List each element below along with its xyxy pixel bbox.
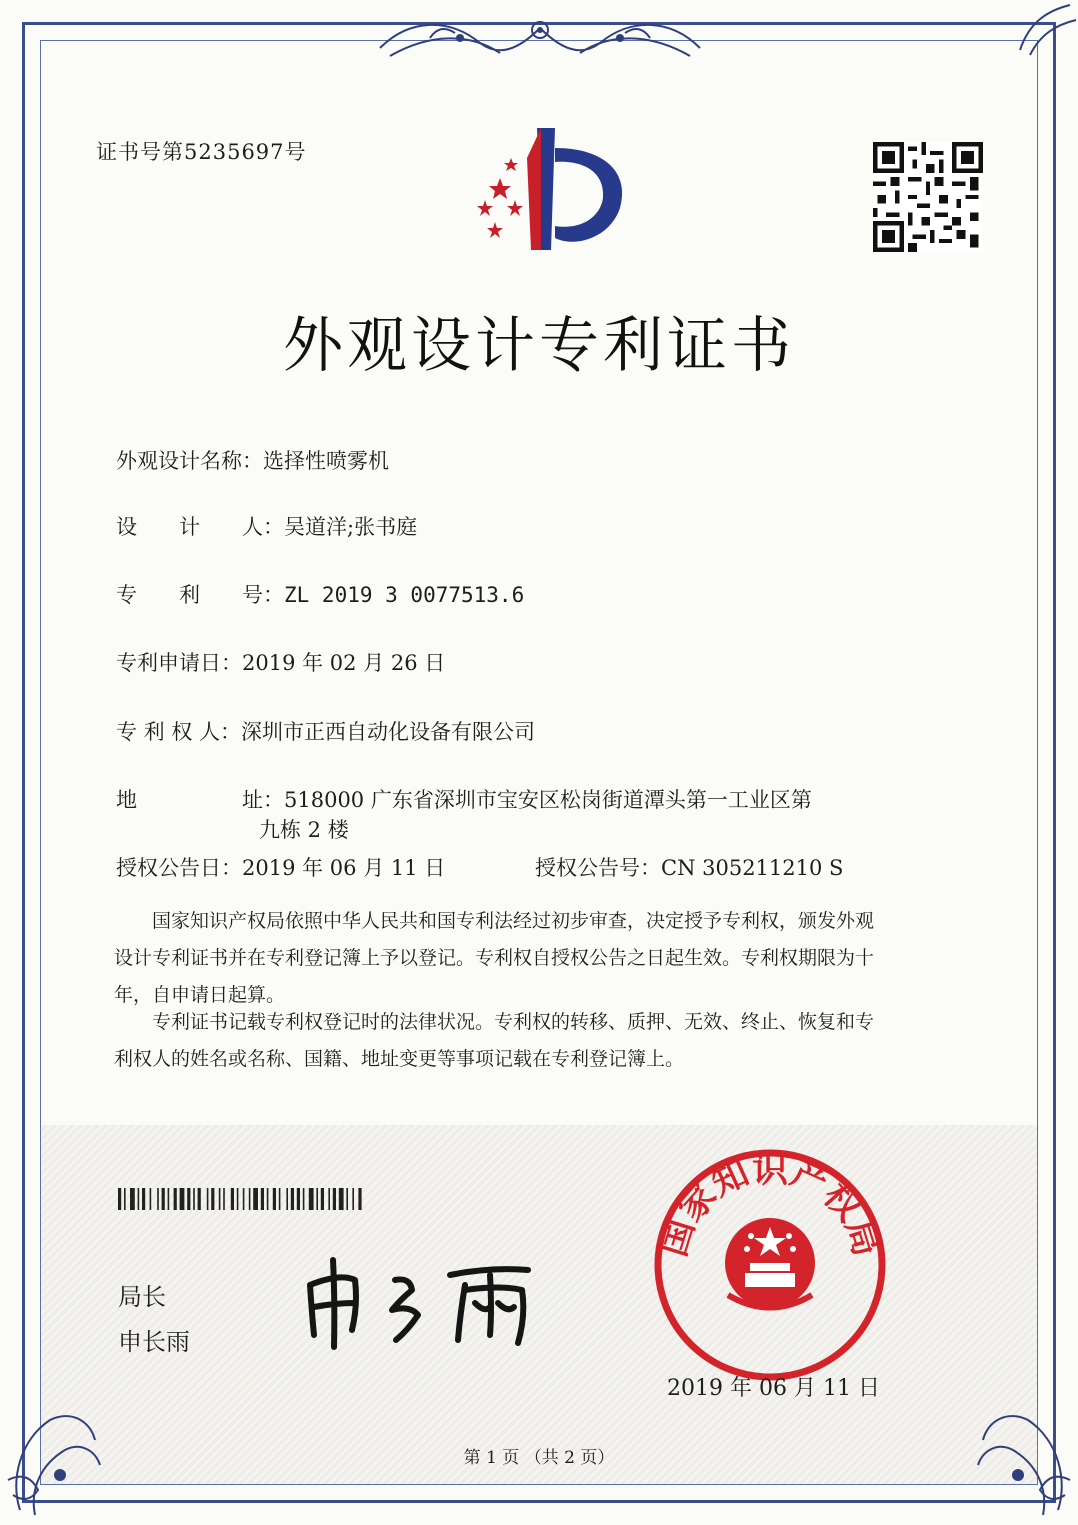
paragraph-2: [114, 1004, 964, 1078]
grant-no-label: 授权公告号：: [535, 856, 661, 880]
signatory-name: 申长雨: [118, 1328, 190, 1356]
field-patent-no: [116, 580, 524, 610]
certificate-number: 证书号第5235697号: [96, 140, 307, 164]
qr-code: [873, 142, 983, 252]
address-label: 地 址：: [116, 788, 284, 812]
handwritten-signature: [300, 1255, 545, 1350]
designer-label: 设 计 人：: [116, 515, 284, 539]
patent-no-value: ZL 2019 3 0077513.6: [284, 583, 525, 607]
corner-ornament-top-right: [1010, 0, 1078, 60]
field-design-name: [116, 446, 389, 476]
patentee-value: 深圳市正西自动化设备有限公司: [241, 720, 536, 744]
paragraph-line: 设计专利证书并在专利登记簿上予以登记。专利权自授权公告之日起生效。专利权期限为十: [114, 947, 875, 969]
paragraph-line: 年，自申请日起算。: [114, 984, 286, 1006]
barcode: [118, 1188, 403, 1210]
field-grant-no: [535, 853, 843, 883]
design-name-value: 选择性喷雾机: [263, 449, 389, 473]
paragraph-1: [114, 903, 964, 1014]
top-ornament: [370, 8, 710, 70]
official-seal: [650, 1145, 890, 1385]
page-indicator: 第 1 页 （共 2 页）: [463, 1448, 615, 1468]
field-address: [116, 785, 812, 815]
address-value-line2: 九栋 2 楼: [259, 818, 349, 842]
paragraph-line: 利权人的姓名或名称、国籍、地址变更等事项记载在专利登记簿上。: [114, 1048, 685, 1070]
paragraph-line: 专利证书记载专利权登记时的法律状况。专利权的转移、质押、无效、终止、恢复和专: [114, 1011, 875, 1033]
designer-value: 吴道洋;张书庭: [284, 515, 418, 539]
field-application-date: [116, 648, 445, 678]
field-designer: [116, 512, 417, 542]
seal-date: 2019 年 06 月 11 日: [667, 1376, 880, 1401]
paragraph-line: 国家知识产权局依照中华人民共和国专利法经过初步审查，决定授予专利权，颁发外观: [114, 910, 875, 932]
grant-date-label: 授权公告日：: [116, 856, 242, 880]
document-title: 外观设计专利证书: [283, 311, 795, 381]
patent-office-logo: [455, 118, 635, 258]
address-value-line1: 518000 广东省深圳市宝安区松岗街道潭头第一工业区第: [284, 788, 812, 812]
application-date-value: 2019 年 02 月 26 日: [242, 651, 446, 675]
patent-no-label: 专 利 号：: [116, 583, 284, 607]
grant-no-value: CN 305211210 S: [661, 856, 844, 880]
design-name-label: 外观设计名称：: [116, 449, 263, 473]
grant-date-value: 2019 年 06 月 11 日: [242, 856, 446, 880]
application-date-label: 专利申请日：: [116, 651, 242, 675]
field-patentee: [116, 717, 535, 747]
patentee-label: 专 利 权 人：: [116, 720, 242, 744]
seal-text: 国家知识产权局: [652, 1149, 888, 1262]
signatory-title: 局长: [118, 1283, 166, 1311]
field-grant-date: [116, 853, 445, 883]
